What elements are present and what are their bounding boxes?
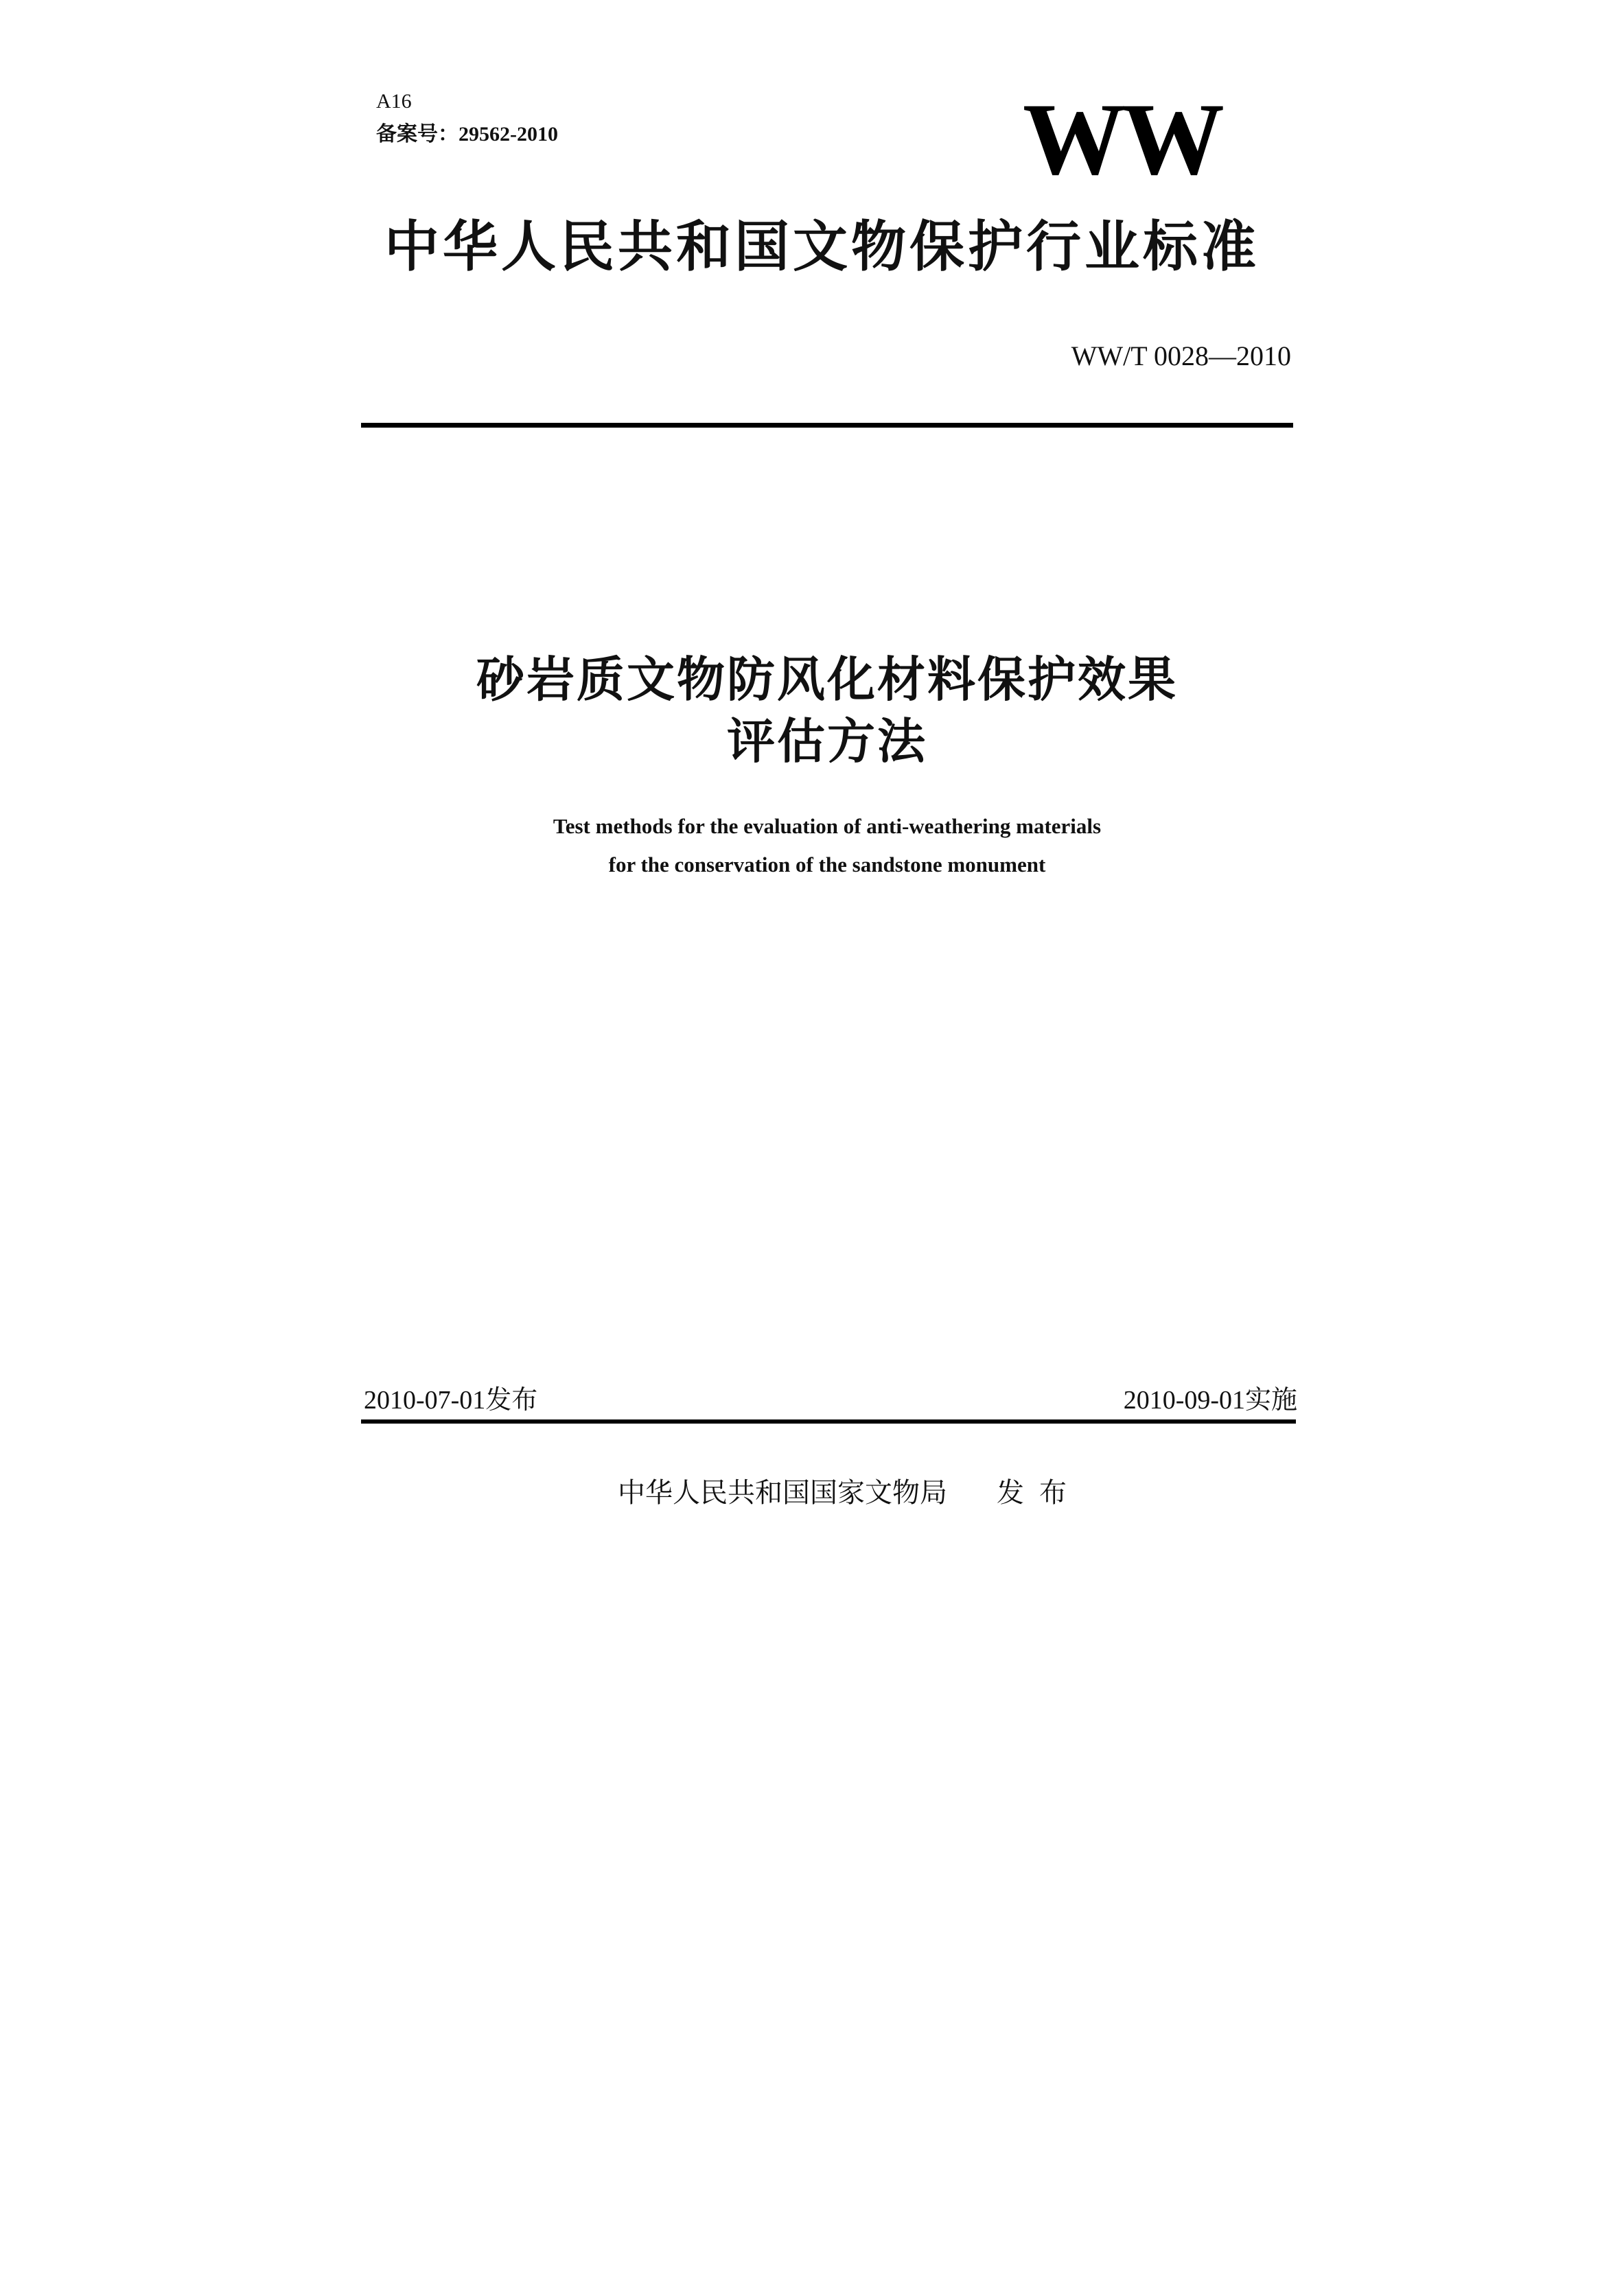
document-title-line-1: 砂岩质文物防风化材料保护效果 [476,651,1178,708]
standard-number: WW/T 0028—2010 [1071,340,1291,371]
standard-category-title: 中华人民共和国文物保护行业标准 [384,215,1260,279]
document-title-line-2: 评估方法 [727,713,927,769]
english-title-line-2: for the conservation of the sandstone monument [608,853,1046,877]
issuing-authority: 中华人民共和国国家文物局 [618,1477,947,1508]
ww-logo: WW [1023,82,1220,196]
document-title [361,649,1293,772]
bottom-divider [361,1419,1296,1424]
top-divider [361,423,1293,428]
english-title-line-1: Test methods for the evaluation of anti-weathering materials [553,814,1102,838]
issue-label: 发布 [997,1477,1082,1508]
record-number: 备案号：29562-2010 [376,123,558,146]
implementation-date: 2010-09-01实施 [1123,1386,1297,1415]
issue-date: 2010-07-01发布 [364,1386,538,1415]
classification-code: A16 [376,90,412,113]
english-title [361,807,1293,884]
